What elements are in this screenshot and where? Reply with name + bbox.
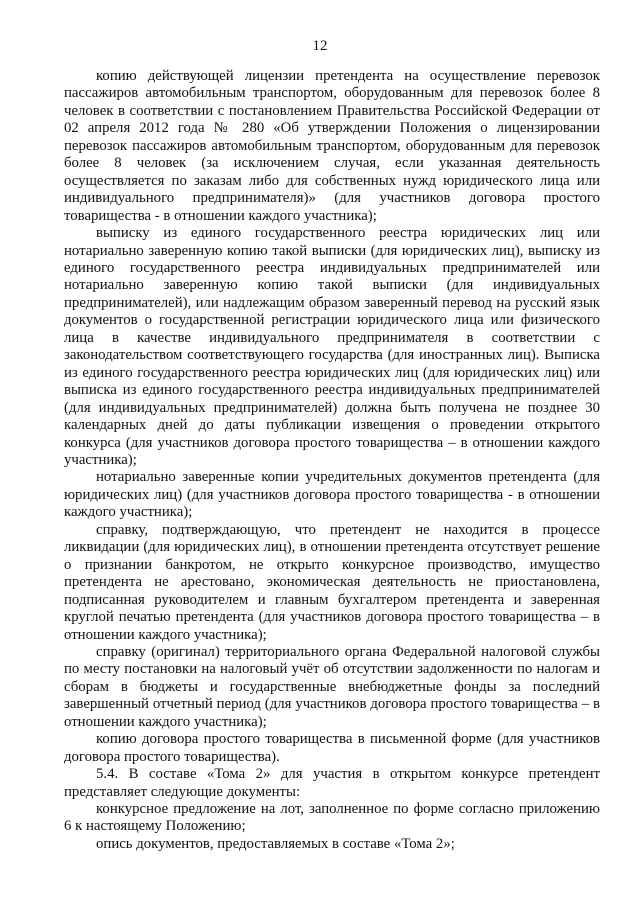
paragraph-tax-certificate: справку (оригинал) территориального органа Федеральной налоговой службы по месту постановки на налоговый учёт об отсутствии задолженности по налогам и сборам в бюджеты и государственные внебюджетные фонды за последний завершенный отчетный период (для участников договора простого товарищества – в отношении каждого участника); xyxy=(64,643,600,730)
paragraph-competitive-offer: конкурсное предложение на лот, заполненное по форме согласно приложению 6 к настоящему Положению; xyxy=(64,801,600,835)
paragraph-license-copy: копию действующей лицензии претендента на осуществление перевозок пассажиров автомобильным транспортом, оборудованным для перевозок более 8 человек в соответствии с постановлением Правительства Российской Федерации от 02 апреля 2012 года № 280 «Об утверждении Положения о лицензировании перевозок пассажиров автомобильным транспортом, оборудованным для перевозок более 8 человек (за исключением случая, если указанная деятельность осуществляется по заказам либо для собственных нужд юридического лица или индивидуального предпринимателя)» (для участников договора простого товарищества - в отношении каждого участника); xyxy=(64,68,600,224)
paragraph-section-5-4: 5.4. В составе «Тома 2» для участия в открытом конкурсе претендент представляет следующие документы: xyxy=(64,766,600,800)
paragraph-solvency-certificate: справку, подтверждающую, что претендент не находится в процессе ликвидации (для юридических лиц), в отношении претендента отсутствует решение о признании банкротом, не открыто конкурсное производство, имущество претендента не арестовано, экономическая деятельность не приостановлена, подписанная руководителем и главным бухгалтером претендента и заверенная круглой печатью претендента (для участников договора простого товарищества – в отношении каждого участника); xyxy=(64,521,600,643)
paragraph-founding-documents: нотариально заверенные копии учредительных документов претендента (для юридических лиц) (для участников договора простого товарищества - в отношении каждого участника); xyxy=(64,469,600,521)
page-number: 12 xyxy=(312,38,328,54)
document-body xyxy=(64,68,600,853)
paragraph-document-inventory: опись документов, предоставляемых в составе «Тома 2»; xyxy=(96,835,455,852)
paragraph-registry-extract: выписку из единого государственного реестра юридических лиц или нотариально заверенную копию такой выписки (для юридических лиц), выписку из единого государственного реестра индивидуальных предпринимателей или нотариально заверенную копию такой выписки (для индивидуальных предпринимателей), или надлежащим образом заверенный перевод на русский язык документов о государственной регистрации юридического лица или физического лица в качестве индивидуального предпринимателя в соответствии с законодательством соответствующего государства (для иностранных лиц). Выписка из единого государственного реестра юридических лиц (для юридических лиц) или выписка из единого государственного реестра индивидуальных предпринимателей (для индивидуальных предпринимателей) должна быть получена не позднее 30 календарных дней до даты публикации извещения о проведении открытого конкурса (для участников договора простого товарищества – в отношении каждого участника); xyxy=(64,225,600,468)
paragraph-partnership-contract: копию договора простого товарищества в письменной форме (для участников договора простого товарищества). xyxy=(64,731,600,765)
